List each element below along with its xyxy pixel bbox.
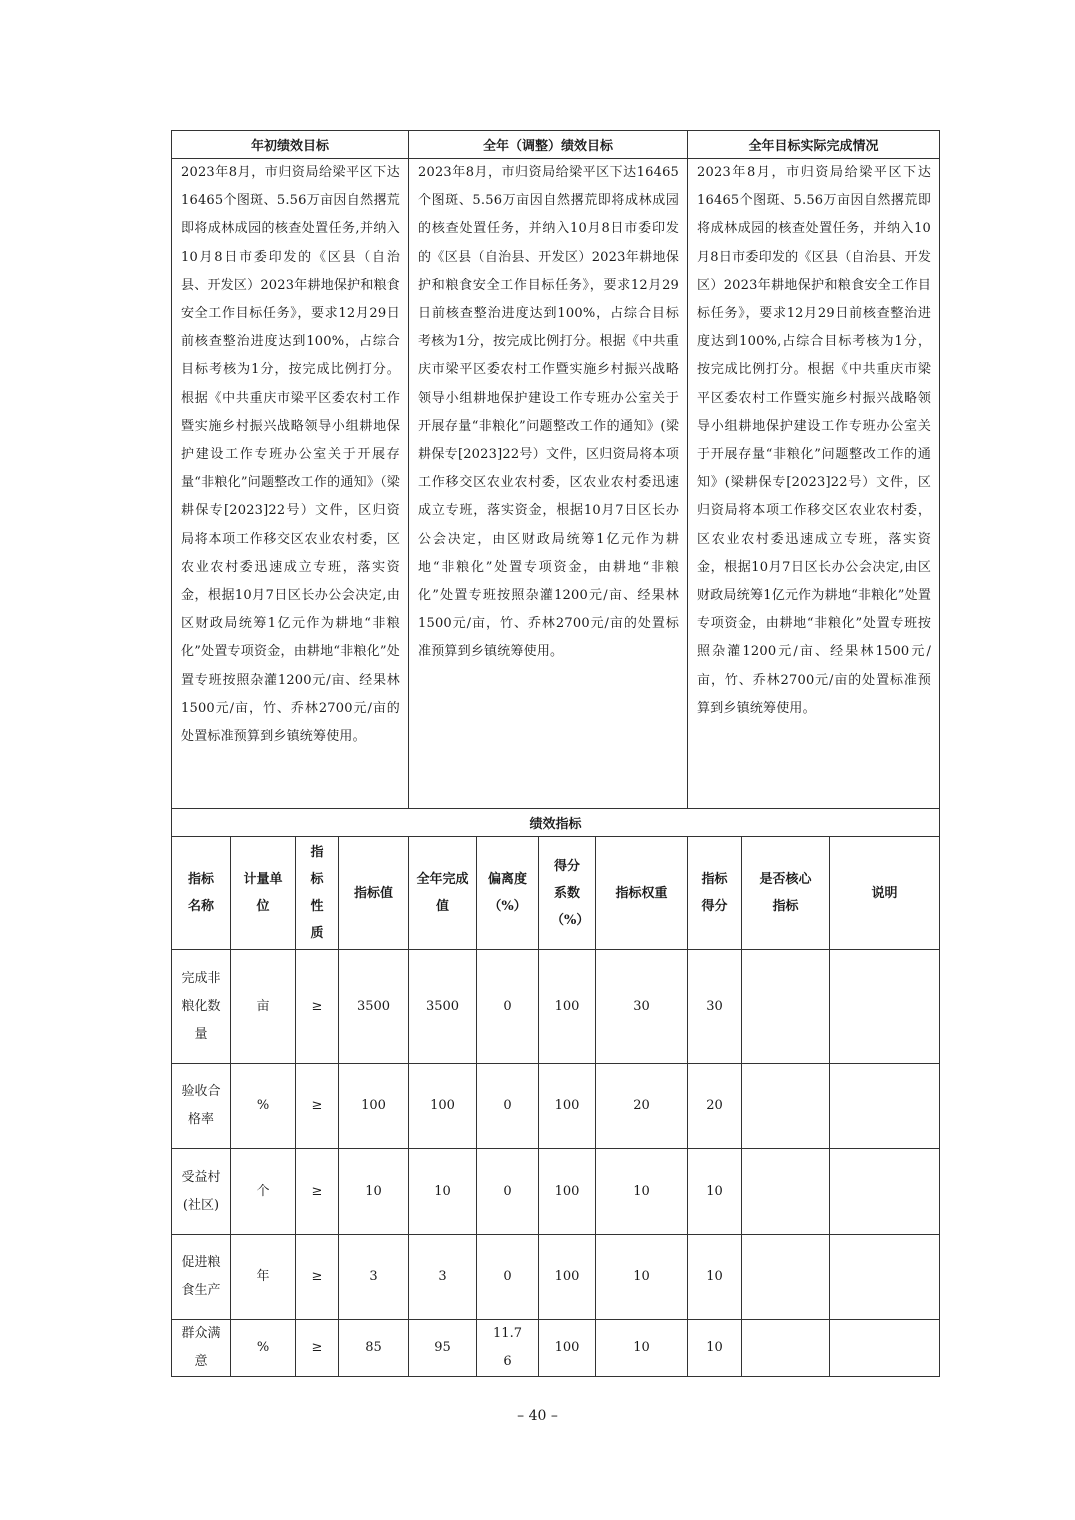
indicator-nature: ≥ (296, 1235, 339, 1320)
indicator-deviation: 0 (477, 1235, 539, 1320)
table-row (172, 1149, 940, 1235)
indicator-score: 10 (688, 1320, 742, 1377)
indicator-name: 完成非粮化数量 (172, 950, 231, 1064)
indicator-actual: 100 (409, 1064, 477, 1149)
indicator-target: 3500 (339, 950, 409, 1064)
indicator-score: 30 (688, 950, 742, 1064)
indicator-weight: 20 (596, 1064, 688, 1149)
indicator-unit: % (231, 1320, 296, 1377)
col-header-coef: 得分系数（%） (539, 837, 596, 950)
page-number: – 40 – (517, 1408, 558, 1424)
indicator-core (742, 1064, 830, 1149)
indicator-deviation: 0 (477, 1064, 539, 1149)
col-header-deviation: 偏离度（%） (477, 837, 539, 950)
performance-indicators-title: 绩效指标 (172, 809, 940, 837)
indicator-note (830, 1149, 940, 1235)
indicator-nature: ≥ (296, 1149, 339, 1235)
header-initial-goal: 年初绩效目标 (172, 131, 409, 159)
indicator-name: 群众满意 (172, 1320, 231, 1377)
indicator-note (830, 1320, 940, 1377)
indicator-score: 10 (688, 1149, 742, 1235)
indicator-core (742, 950, 830, 1064)
indicator-actual: 95 (409, 1320, 477, 1377)
indicator-name: 促进粮食生产 (172, 1235, 231, 1320)
indicator-actual: 10 (409, 1149, 477, 1235)
indicator-actual: 3 (409, 1235, 477, 1320)
indicator-actual: 3500 (409, 950, 477, 1064)
indicator-target: 100 (339, 1064, 409, 1149)
indicator-deviation: 11.76 (477, 1320, 539, 1377)
col-header-score: 指标得分 (688, 837, 742, 950)
indicator-deviation: 0 (477, 950, 539, 1064)
initial-goal-text: 2023年8月，市归资局给梁平区下达16465个图斑、5.56万亩因自然撂荒即将成林成园的核查处置任务,并纳入10月8日市委印发的《区县（自治县、开发区）2023年耕地保护和粮食安全工作目标任务》，要求12月29日前核查整治进度达到100%，占综合目标考核为1分，按完成比例打分。根据《中共重庆市梁平区委农村工作暨实施乡村振兴战略领导小组耕地保护建设工作专班办公室关于开展存量“非粮化”问题整改工作的通知》（梁耕保专[2023]22号）文件，区归资局将本项工作移交区农业农村委，区农业农村委迅速成立专班，落实资金，根据10月7日区长办公会决定,由区财政局统筹1亿元作为耕地“非粮化”处置专项资金，由耕地“非粮化”处置专班按照杂灌1200元/亩、经果林1500元/亩，竹、乔林2700元/亩的处置标准预算到乡镇统筹使用。 (172, 159, 409, 809)
col-header-nature: 指标性质 (296, 837, 339, 950)
table-row (172, 1320, 940, 1377)
indicator-weight: 10 (596, 1235, 688, 1320)
col-header-name: 指标名称 (172, 837, 231, 950)
indicator-unit: 个 (231, 1149, 296, 1235)
indicator-note (830, 950, 940, 1064)
indicator-unit: % (231, 1064, 296, 1149)
col-header-note: 说明 (830, 837, 940, 950)
header-actual-completion: 全年目标实际完成情况 (688, 131, 940, 159)
indicator-name: 验收合格率 (172, 1064, 231, 1149)
indicator-coef: 100 (539, 950, 596, 1064)
indicator-coef: 100 (539, 1235, 596, 1320)
actual-completion-text: 2023年8月，市归资局给梁平区下达16465个图斑、5.56万亩因自然撂荒即将成林成园的核查处置任务，并纳入10月8日市委印发的《区县（自治县、开发区）2023年耕地保护和粮食安全工作目标任务》，要求12月29日前核查整治进度达到100%,占综合目标考核为1分，按完成比例打分。根据《中共重庆市梁平区委农村工作暨实施乡村振兴战略领导小组耕地保护建设工作专班办公室关于开展存量“非粮化”问题整改工作的通知》(梁耕保专[2023]22号）文件，区归资局将本项工作移交区农业农村委，区农业农村委迅速成立专班，落实资金，根据10月7日区长办公会决定,由区财政局统筹1亿元作为耕地“非粮化”处置专项资金，由耕地“非粮化”处置专班按照杂灌1200元/亩、经果林1500元/亩，竹、乔林2700元/亩的处置标准预算到乡镇统筹使用。 (688, 159, 940, 809)
indicator-nature: ≥ (296, 950, 339, 1064)
indicator-core (742, 1235, 830, 1320)
indicator-weight: 10 (596, 1149, 688, 1235)
indicator-coef: 100 (539, 1149, 596, 1235)
table-row (172, 950, 940, 1064)
indicator-weight: 10 (596, 1320, 688, 1377)
indicator-coef: 100 (539, 1320, 596, 1377)
indicator-score: 10 (688, 1235, 742, 1320)
table-row (172, 1064, 940, 1149)
adjusted-goal-text: 2023年8月，市归资局给梁平区下达16465个图斑、5.56万亩因自然撂荒即将成林成园的核查处置任务，并纳入10月8日市委印发的《区县（自治县、开发区）2023年耕地保护和粮食安全工作目标任务》，要求12月29日前核查整治进度达到100%，占综合目标考核为1分，按完成比例打分。根据《中共重庆市梁平区委农村工作暨实施乡村振兴战略领导小组耕地保护建设工作专班办公室关于开展存量“非粮化”问题整改工作的通知》(梁耕保专[2023]22号）文件，区归资局将本项工作移交区农业农村委，区农业农村委迅速成立专班，落实资金，根据10月7日区长办公会决定，由区财政局统筹1亿元作为耕地“非粮化”处置专项资金，由耕地“非粮化”处置专班按照杂灌1200元/亩、经果林1500元/亩，竹、乔林2700元/亩的处置标准预算到乡镇统筹使用。 (409, 159, 688, 809)
indicator-nature: ≥ (296, 1320, 339, 1377)
indicator-core (742, 1149, 830, 1235)
indicator-target: 3 (339, 1235, 409, 1320)
performance-table (171, 130, 940, 1377)
indicator-coef: 100 (539, 1064, 596, 1149)
indicator-unit: 亩 (231, 950, 296, 1064)
col-header-actual: 全年完成值 (409, 837, 477, 950)
indicator-note (830, 1064, 940, 1149)
col-header-weight: 指标权重 (596, 837, 688, 950)
indicator-score: 20 (688, 1064, 742, 1149)
indicator-name: 受益村(社区) (172, 1149, 231, 1235)
indicator-nature: ≥ (296, 1064, 339, 1149)
indicator-weight: 30 (596, 950, 688, 1064)
col-header-core: 是否核心指标 (742, 837, 830, 950)
indicator-target: 10 (339, 1149, 409, 1235)
col-header-target: 指标值 (339, 837, 409, 950)
indicator-target: 85 (339, 1320, 409, 1377)
indicator-unit: 年 (231, 1235, 296, 1320)
header-adjusted-goal: 全年（调整）绩效目标 (409, 131, 688, 159)
table-row (172, 1235, 940, 1320)
indicator-deviation: 0 (477, 1149, 539, 1235)
indicator-core (742, 1320, 830, 1377)
indicator-note (830, 1235, 940, 1320)
col-header-unit: 计量单位 (231, 837, 296, 950)
